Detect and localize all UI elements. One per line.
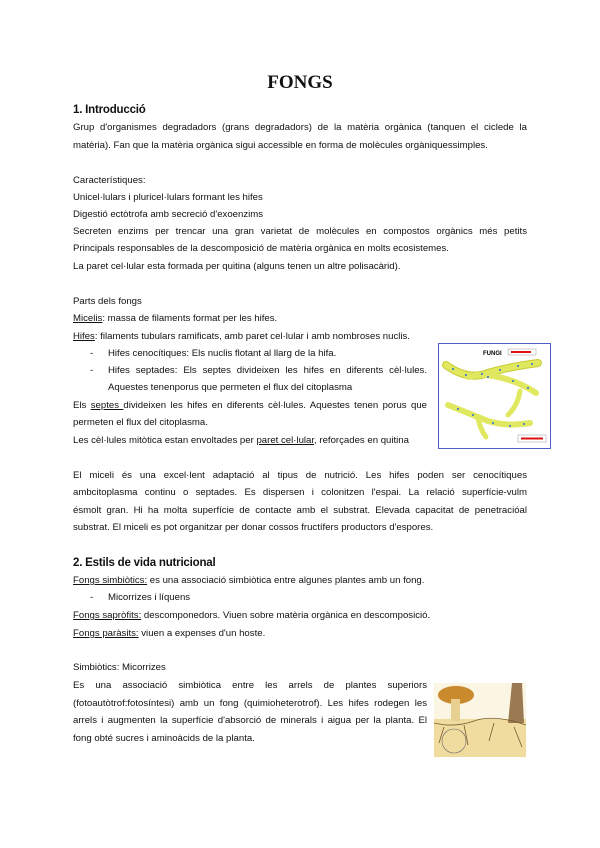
text-segment: : filaments tubulars ramificats, amb paret cel·lular i amb nombroses nuclis. xyxy=(94,331,410,342)
text-segment: Principals responsables de la descomposició de matèria orgànica en molts ecosistemes. xyxy=(73,243,449,254)
text-segment: matèria). Fan que la matèria orgànica sigui accessible en forma de molècules orgàniquessimples. xyxy=(73,140,488,151)
text-line xyxy=(73,680,427,692)
text-line xyxy=(73,243,449,255)
text-segment: Grup d'organismes degradadors (grans degradadors) de la matèria orgànica (tanquen el ciclede la xyxy=(73,122,527,133)
text-segment: (fotoautòtrof:fotosíntesi) amb un fong (quimioheterotrof). Les hifes rodegen les xyxy=(73,698,427,709)
text-segment: ambcitoplasma continu o septades. Es dispersen i colonitzen l'espai. La relació superfície-vulm xyxy=(73,487,527,498)
text-segment: descomponedors. Viuen sobre matèria orgànica en descomposició. xyxy=(141,610,431,621)
text-line xyxy=(73,313,277,325)
text-line xyxy=(73,140,488,152)
bullet-marker: - xyxy=(90,348,94,359)
text-line xyxy=(108,592,190,604)
text-segment: es una associació simbiòtica entre algunes plantes amb un fong. xyxy=(147,575,425,586)
text-line xyxy=(73,226,527,238)
fungi-hyphae-diagram xyxy=(438,343,551,449)
text-segment: Simbiòtics: Micorrizes xyxy=(73,662,166,673)
text-segment: viuen a expenses d'un hoste. xyxy=(138,628,266,639)
text-line xyxy=(73,575,424,587)
underlined-term: Hifes xyxy=(73,331,95,342)
fungi-diagram-label: FUNGI xyxy=(483,351,502,357)
section-heading-introduccio: 1. Introducció xyxy=(73,104,146,116)
text-segment: , reforçades en quitina xyxy=(314,435,409,446)
underlined-term: paret cel·lular xyxy=(256,435,315,446)
mycorrhiza-mushroom-illustration xyxy=(434,683,526,757)
text-line xyxy=(73,470,527,482)
text-segment: Parts dels fongs xyxy=(73,296,142,307)
text-segment: permeten el flux del citoplasma. xyxy=(73,417,208,428)
text-segment: La paret cel·lular esta formada per quitina (alguns tenen un altre polisacàrid). xyxy=(73,261,401,272)
text-line xyxy=(73,175,146,187)
text-segment: Aquestes tenenporus que permeten el flux del citoplasma xyxy=(108,382,353,393)
text-segment: Micorrizes i líquens xyxy=(108,592,191,603)
underlined-term: Fongs simbiòtics: xyxy=(73,575,148,586)
underlined-term: septes xyxy=(90,400,124,411)
underlined-term: Micelis xyxy=(73,313,103,324)
text-line xyxy=(73,487,527,499)
text-line xyxy=(73,698,427,710)
text-line xyxy=(73,192,263,204)
bullet-marker: - xyxy=(90,592,94,603)
text-segment: Els xyxy=(73,400,91,411)
text-line xyxy=(73,417,208,429)
text-line xyxy=(73,296,142,308)
text-segment: divideixen les hifes en diferents cèl·lules. Aquestes tenen porus que xyxy=(123,400,427,411)
text-line xyxy=(108,348,336,360)
text-segment: Característiques: xyxy=(73,175,146,186)
text-segment: Es una associació simbiòtica entre les arrels de plantes superiors xyxy=(73,680,427,691)
text-line xyxy=(73,628,265,640)
text-line xyxy=(73,261,400,273)
text-segment: Hifes cenocítiques: Els nuclis flotant al llarg de la hifa. xyxy=(108,348,337,359)
text-segment: arrels i augmenten la superfície d'absorció de minerals i aigua per la planta. El xyxy=(73,715,427,726)
underlined-term: Fongs sapròfits: xyxy=(73,610,142,621)
text-line xyxy=(73,715,427,727)
text-line xyxy=(73,505,527,517)
text-segment: : massa de filaments format per les hifes. xyxy=(102,313,278,324)
text-segment: fong obté sucres i aminoàcids de la planta. xyxy=(73,733,255,744)
text-segment: Unicel·lulars i pluricel·lulars formant les hifes xyxy=(73,192,263,203)
bullet-marker: - xyxy=(90,365,94,376)
text-segment: El miceli és una excel·lent adaptació al tipus de nutrició. Les hifes poden ser cenocítiques xyxy=(73,470,527,481)
text-line xyxy=(73,331,410,343)
text-segment: substrat. El miceli es pot organitzar per donar cossos fructífers productors d'espores. xyxy=(73,522,434,533)
text-segment: Hifes septades: Els septes divideixen les hifes en diferents cèl·lules. xyxy=(108,365,427,376)
document-title: FONGS xyxy=(267,72,333,93)
text-line xyxy=(73,662,166,674)
underlined-term: Fongs paràsits: xyxy=(73,628,139,639)
text-segment: Les cèl·lules mitòtica estan envoltades per xyxy=(73,435,257,446)
text-segment: ésmolt gran. Hi ha molta superfície de contacte amb el substrat. Elevada capacitat de penetracióal xyxy=(73,505,527,516)
text-line xyxy=(73,522,433,534)
text-segment: Digestió ectòtrofa amb secreció d'exoenzims xyxy=(73,209,264,220)
text-line xyxy=(73,435,409,447)
text-line xyxy=(73,122,527,134)
text-line xyxy=(73,400,427,412)
text-line xyxy=(108,382,352,394)
text-segment: Secreten enzims per trencar una gran varietat de molècules en compostos orgànics més petits xyxy=(73,226,527,237)
section-heading-estils-vida: 2. Estils de vida nutricional xyxy=(73,557,216,569)
text-line xyxy=(73,209,263,221)
text-line xyxy=(73,610,430,622)
text-line xyxy=(73,733,255,745)
text-line xyxy=(108,365,427,377)
